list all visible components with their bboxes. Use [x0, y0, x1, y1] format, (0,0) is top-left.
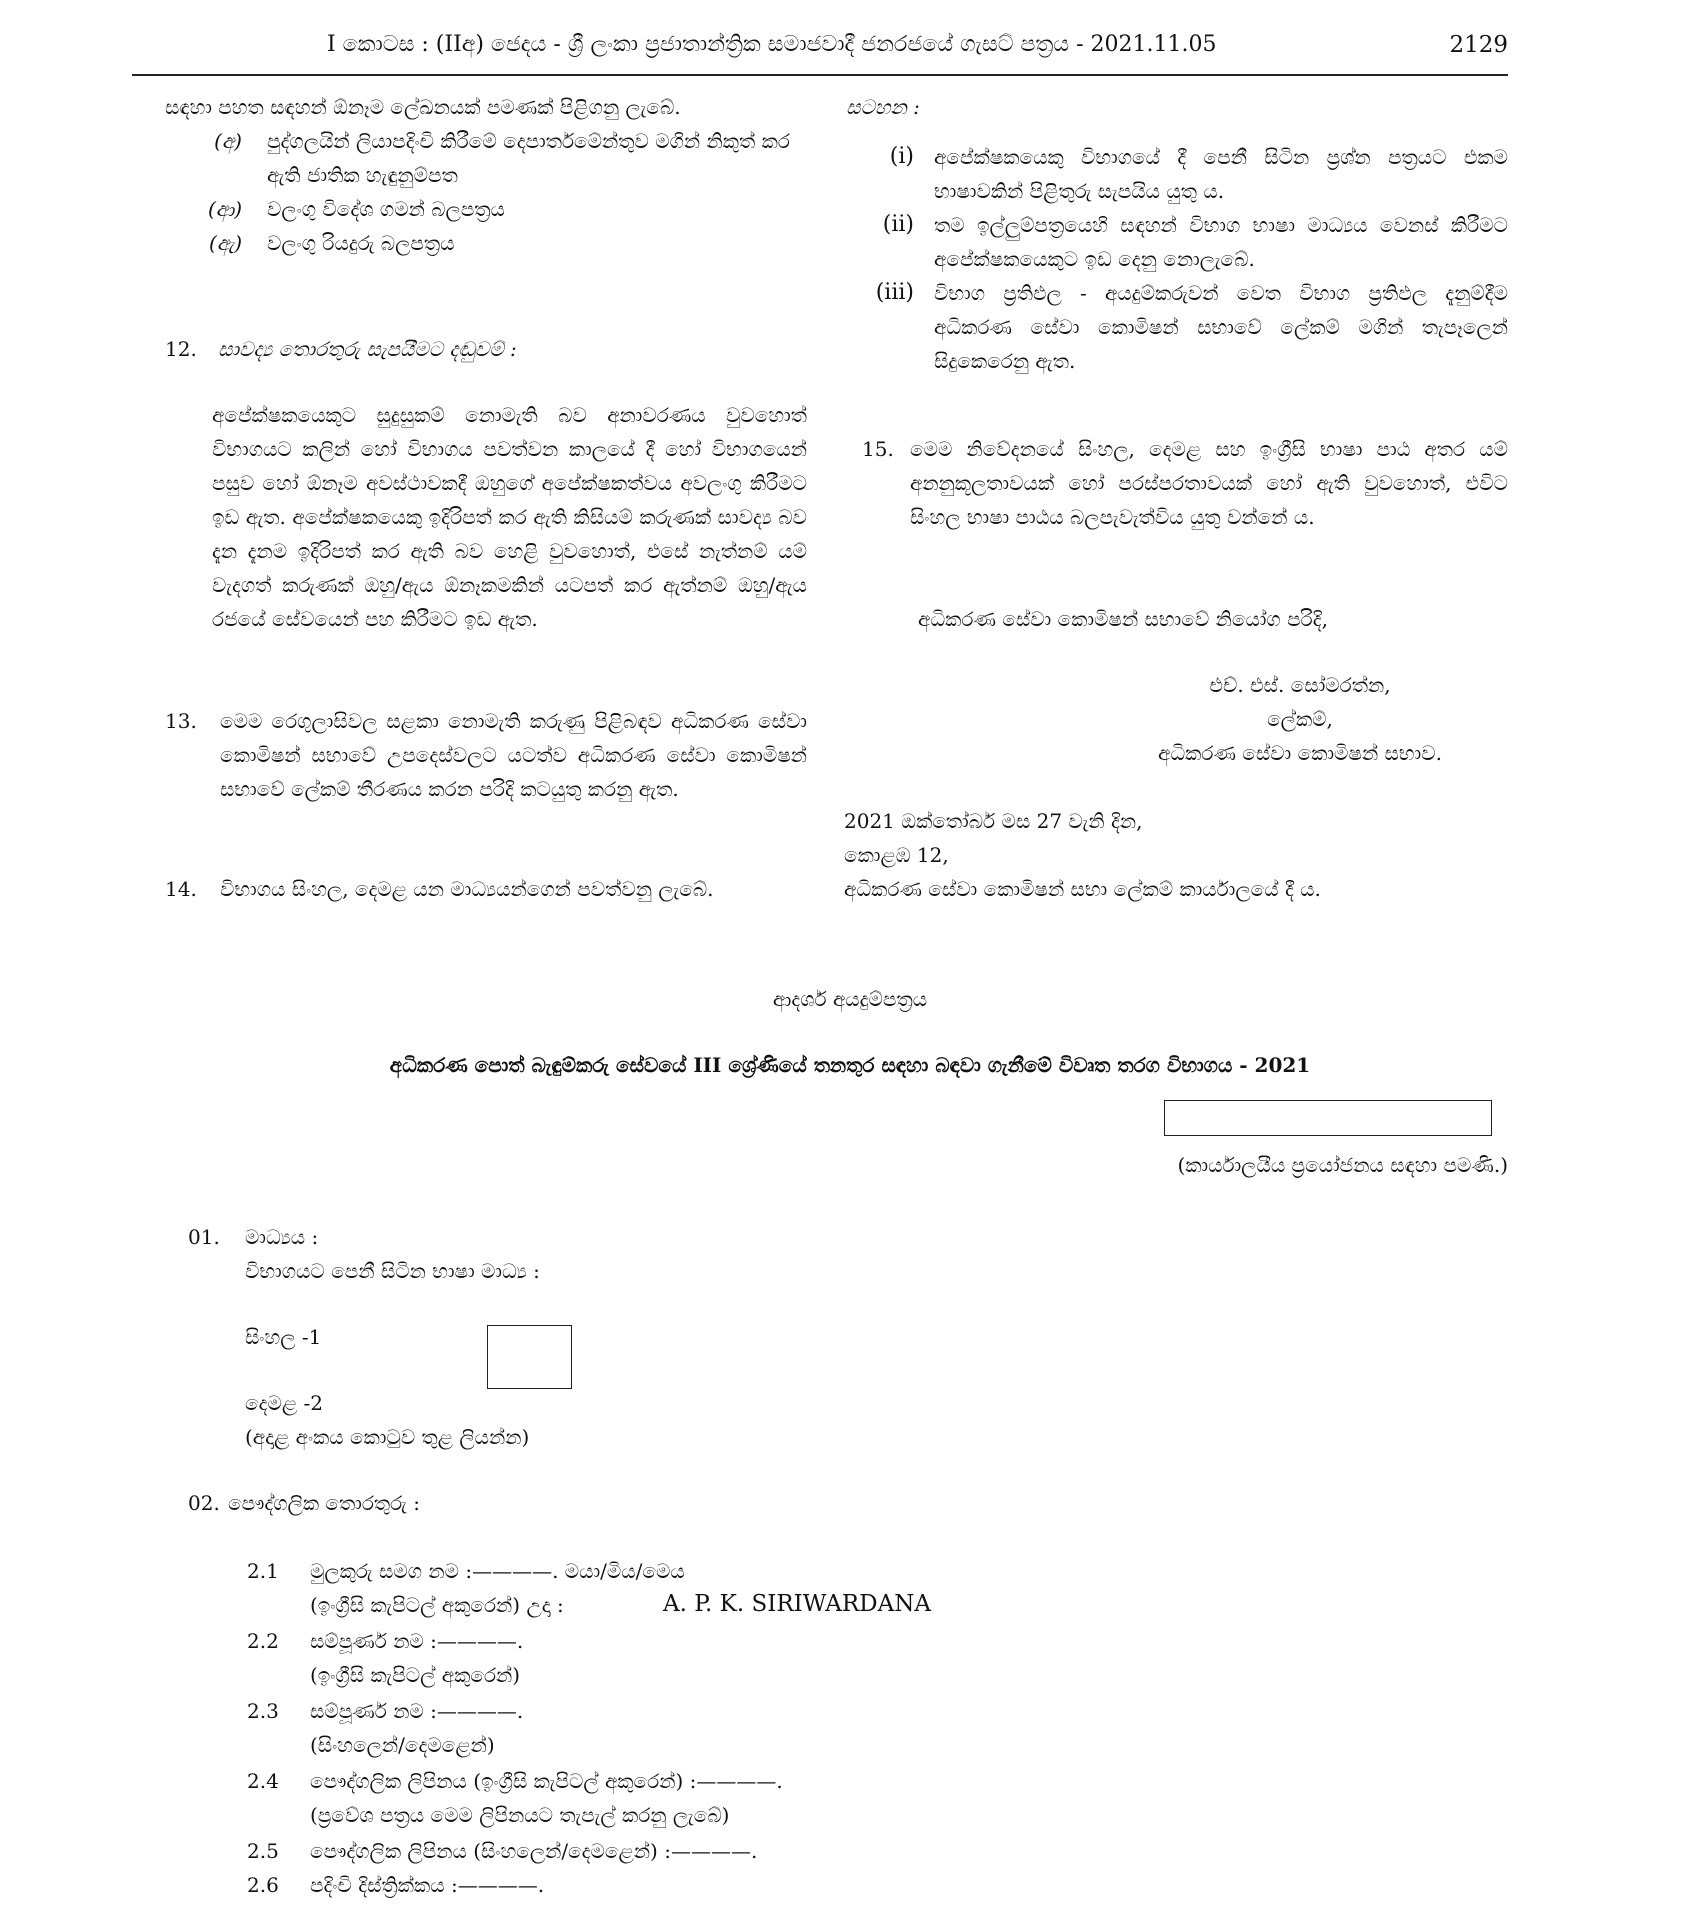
- list-item: [165, 226, 807, 260]
- model-application-heading: ආදර්ශ අයදුම්පත්‍රය: [772, 987, 928, 1011]
- form-title: අධිකරණ පොත් බැඳුම්කරු සේවයේ III ශ්‍රේණියේ තනතුර සඳහා බඳවා ගැනීමේ විවෘත තරග විභාගය - 2021: [389, 1053, 1311, 1077]
- question-1-hint: (අදාළ අංකය කොටුව තුළ ලියන්න): [245, 1425, 530, 1449]
- medium-input-box[interactable]: [487, 1325, 572, 1389]
- item-number: 2.4: [247, 1769, 279, 1793]
- right-column: [840, 90, 1508, 378]
- document-list: [165, 124, 807, 260]
- item-line: පදිංචි දිස්ත්‍රික්කය :————.: [310, 1873, 545, 1897]
- signatory-name: එච්. එස්. සෝමරත්න,: [1209, 673, 1391, 697]
- item-number: 2.2: [247, 1629, 279, 1653]
- page-header: [132, 24, 1508, 76]
- list-item: [165, 192, 807, 226]
- page-number: 2129: [1449, 32, 1508, 58]
- section-12-body: අපේක්ෂකයෙකුට සුදුසුකම් නොමැති බව අනාවරණය වුවහොත් විභාගයට කලින් හෝ විභාගය පවත්වන කාලයේ දී හෝ විභාගයෙන් පසුව හෝ ඕනෑම අවස්ථාවකදී ඔහුගේ අපේක්ෂකත්වය අවලංගු කිරීමට ඉඩ ඇත. අපේක්ෂකයෙකු ඉදිරිපත් කර ඇති කිසියම් කරුණක් සාවද්‍ය බව දැන දැනම ඉදිරිපත් කර ඇති බව හෙළි වුවහොත්, එසේ නැත්නම් යම් වැදගත් කරුණක් ඔහු/ඇය ඕනෑකමකින් යටපත් කර ඇත්නම් ඔහු/ඇය රජයේ සේවයෙන් පහ කිරීමට ඉඩ ඇත.: [212, 403, 807, 631]
- question-1-number: 01.: [188, 1225, 220, 1249]
- signatory-title: ලේකම්,: [1267, 707, 1333, 731]
- list-item: [840, 140, 1508, 208]
- list-item-label: (ii): [882, 212, 914, 237]
- place-line: කොළඹ 12,: [844, 843, 949, 867]
- list-item-label: (i): [889, 144, 914, 169]
- list-item-label: (iii): [875, 280, 914, 305]
- list-item: [840, 276, 1508, 378]
- item-line: පෞද්ගලික ලිපිනය (සිංහලෙන්/දෙමළෙන්) :————.: [310, 1839, 758, 1863]
- office-use-box[interactable]: [1164, 1100, 1492, 1136]
- section-15-number: 15.: [862, 437, 894, 461]
- section-14-body: විභාගය සිංහල, දෙමළ යන මාධ්‍යයන්ගෙන් පවත්වනු ලැබේ.: [220, 877, 714, 901]
- item-line: සම්පූර්ණ නම :————.: [310, 1629, 524, 1653]
- option-tamil: දෙමළ -2: [245, 1391, 323, 1415]
- header-title: I කොටස : (IIඅ) ජෙදය - ශ්‍රී ලංකා ප්‍රජාතාන්ත්‍රික සමාජවාදී ජනරජයේ ගැසට් පත්‍රය - 2021.11.05: [327, 32, 1217, 57]
- order-line: අධිකරණ සේවා කොමිෂන් සභාවේ නියෝග පරිදි,: [918, 607, 1328, 631]
- list-item-label: (අ): [214, 129, 242, 153]
- list-item-text: අපේක්ෂකයෙකු විභාගයේ දී පෙනී සිටින ප්‍රශ්න පත්‍රයට එකම භාෂාවකින් පිළිතුරු සැපයිය යුතු ය.: [934, 145, 1508, 203]
- list-item-text: වලංගු රියදුරු බලපත්‍රය: [267, 231, 455, 255]
- list-item-label: (ආ): [207, 197, 242, 221]
- item-number: 2.3: [247, 1699, 279, 1723]
- item-line: සම්පූර්ණ නම :————.: [310, 1699, 524, 1723]
- question-1-label: මාධ්‍යය :: [245, 1225, 319, 1249]
- list-item: [165, 124, 807, 192]
- note-title: සටහන :: [846, 95, 920, 119]
- section-12-number: 12.: [165, 337, 197, 361]
- signatory-organization: අධිකරණ සේවා කොමිෂන් සභාව.: [1158, 741, 1442, 765]
- question-2-number: 02.: [188, 1491, 220, 1515]
- item-line: පෞද්ගලික ලිපිනය (ඉංග්‍රීසි කැපිටල් අකුරෙන්) :————.: [310, 1769, 783, 1793]
- item-number: 2.1: [247, 1559, 279, 1583]
- item-hint: (ඉංග්‍රීසි කැපිටල් අකුරෙන්): [310, 1663, 521, 1687]
- list-item: [840, 208, 1508, 276]
- item-line: මුලකුරු සමග නම :————. මයා/මිය/මෙය: [310, 1559, 685, 1583]
- item-example: A. P. K. SIRIWARDANA: [663, 1591, 931, 1617]
- list-item-text: විභාග ප්‍රතිඵල - අයදුම්කරුවන් වෙත විභාග ප්‍රතිඵල දැනුම්දීම අධිකරණ සේවා කොමිෂන් සභාවේ ලේකම් මගින් තැපෑලෙන් සිදුකෙරෙනු ඇත.: [934, 281, 1508, 373]
- list-item-text: පුද්ගලයින් ලියාපදිංචි කිරීමේ දෙපාර්තමේන්තුව මගින් නිකුත් කර ඇති ජාතික හැඳුනුම්පත: [267, 129, 790, 187]
- docs-intro: සඳහා පහත සඳහන් ඕනෑම ලේඛනයක් පමණක් පිළිගනු ලැබේ.: [165, 95, 681, 119]
- option-sinhala: සිංහල -1: [245, 1325, 322, 1349]
- item-number: 2.6: [247, 1873, 279, 1897]
- item-hint: (ඉංග්‍රීසි කැපිටල් අකුරෙන්) උදා :: [310, 1593, 564, 1617]
- question-1-sub: විභාගයට පෙනී සිටින භාෂා මාධ්‍ය :: [245, 1259, 540, 1283]
- section-14-number: 14.: [165, 877, 197, 901]
- section-15-body: මෙම නිවේදනයේ සිංහල, දෙමළ සහ ඉංග්‍රීසි භාෂා පාඨ අතර යම් අනනුකූලතාවයක් හෝ පරස්පරතාවයක් හෝ ඇති වුවහොත්, එවිට සිංහල භාෂා පාඨය බලපැවැත්විය යුතු වන්නේ ය.: [910, 437, 1508, 529]
- office-line: අධිකරණ සේවා කොමිෂන් සභා ලේකම් කාර්යාලයේ දී ය.: [844, 877, 1321, 901]
- item-hint: (සිංහලෙන්/දෙමළෙන්): [310, 1733, 495, 1757]
- office-use-note: (කාර්යාලයීය ප්‍රයෝජනය සඳහා පමණි.): [1177, 1153, 1508, 1177]
- date-line: 2021 ඔක්තෝබර් මස 27 වැනි දින,: [844, 809, 1143, 833]
- list-item-text: වලංගු විදේශ ගමන් බලපත්‍රය: [267, 197, 505, 221]
- list-item-label: (ඇ): [209, 231, 242, 255]
- section-13-number: 13.: [165, 709, 197, 733]
- item-number: 2.5: [247, 1839, 279, 1863]
- list-item-text: තම ඉල්ලුම්පත්‍රයෙහි සඳහන් විභාග භාෂා මාධ්‍යය වෙනස් කිරීමට අපේක්ෂකයෙකුට ඉඩ දෙනු නොලැබේ.: [934, 213, 1508, 271]
- question-2-label: පෞද්ගලික තොරතුරු :: [228, 1491, 420, 1515]
- item-hint: (ප්‍රවේශ පත්‍රය මෙම ලිපිනයට තැපැල් කරනු ලැබේ): [310, 1803, 730, 1827]
- section-13-body: මෙම රෙගුලාසිවල සළකා නොමැති කරුණු පිළිබඳව අධිකරණ සේවා කොමිෂන් සභාවේ උපදෙස්වලට යටත්ව අධිකරණ සේවා කොමිෂන් සභාවේ ලේකම් තීරණය කරන පරිදි කටයුතු කරනු ඇත.: [220, 709, 807, 801]
- left-column: [165, 90, 807, 260]
- section-12-title: සාවද්‍ය තොරතුරු සැපයීමට දඬුවම් :: [218, 337, 517, 361]
